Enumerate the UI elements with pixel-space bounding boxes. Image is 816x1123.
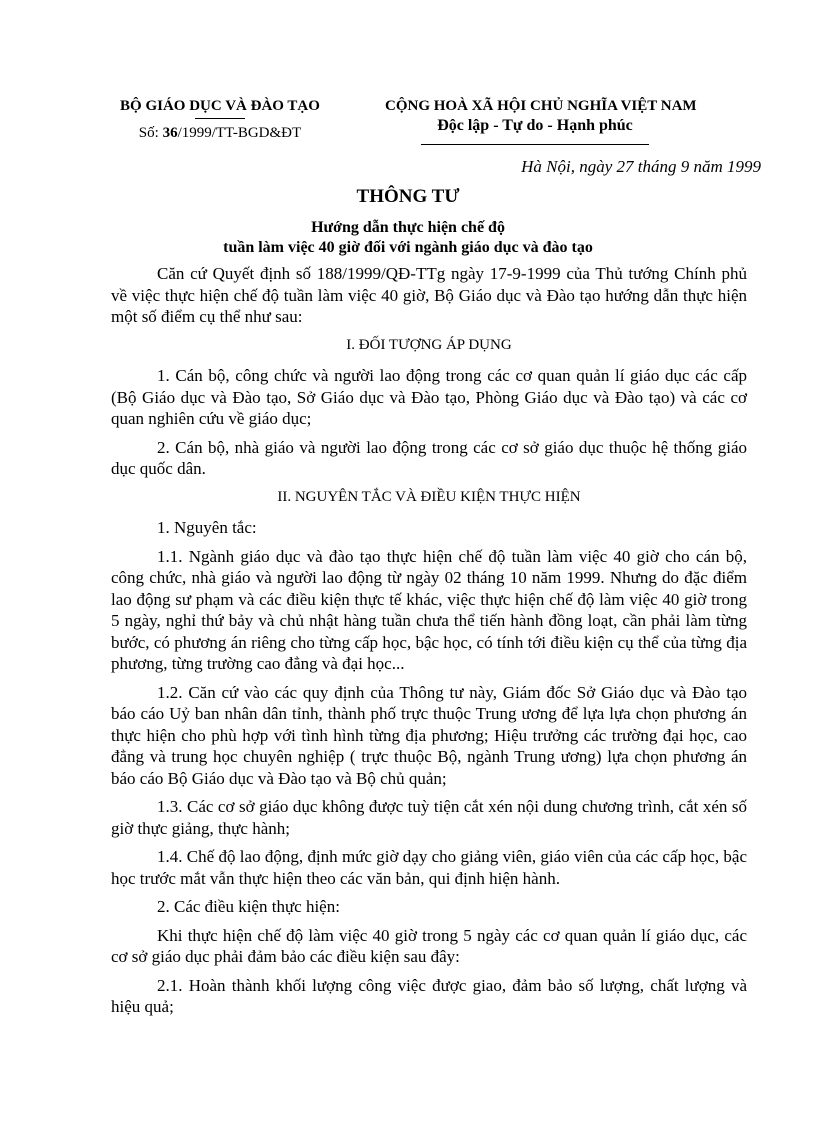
paragraph: 2.1. Hoàn thành khối lượng công việc được giao, đảm bảo số lượng, chất lượng và hiệu quả; bbox=[111, 975, 747, 1016]
issue-date: Hà Nội, ngày 27 tháng 9 năm 1999 bbox=[521, 157, 761, 176]
subtitle-line: tuần làm việc 40 giờ đối với ngành giáo dục và đào tạo bbox=[223, 239, 593, 256]
paragraph: 1.4. Chế độ lao động, định mức giờ dạy cho giảng viên, giáo viên của các cấp học, bậc học trước mắt vẫn thực hiện theo các văn bản, qui định hiện hành. bbox=[111, 847, 747, 888]
motto-underline bbox=[421, 144, 649, 145]
national-motto: Độc lập - Tự do - Hạnh phúc bbox=[437, 117, 633, 134]
paragraph: 1.1. Ngành giáo dục và đào tạo thực hiện chế độ tuần làm việc 40 giờ cho cán bộ, công chức, nhà giáo và người lao động từ ngày 02 tháng 10 năm 1999. Nhưng do đặc điểm lao động sư phạm và các điều kiện thực tế khác, việc thực hiện chế độ làm việc 40 giờ trong 5 ngày, nghỉ thứ bảy và chủ nhật hàng tuần chưa thể tiến hành đồng loạt, cần phải làm từng bước, có phương án riêng cho từng cấp học, bậc học, có tính tới điều kiện cụ thể của từng địa phương, từng trường cao đẳng và đại học... bbox=[111, 546, 747, 673]
national-header bbox=[385, 96, 697, 145]
document-body bbox=[111, 263, 747, 1025]
ministry-block bbox=[100, 96, 340, 143]
ministry-name: BỘ GIÁO DỤC VÀ ĐÀO TẠO bbox=[120, 98, 320, 114]
paragraph: 1.2. Căn cứ vào các quy định của Thông tư này, Giám đốc Sở Giáo dục và Đào tạo báo cáo Uỷ ban nhân dân tỉnh, thành phố trực thuộc Trung ương để lựa lựa chọn phương án thực hiện cho phù hợp với tình hình từng địa phương; Hiệu trưởng các trường đại học, cao đẳng và trung học chuyên nghiệp ( trực thuộc Bộ, ngành Trung ương) lựa chọn phương án báo cáo Bộ Giáo dục và Đào tạo và Bộ chủ quản; bbox=[111, 682, 747, 788]
country-name: CỘNG HOÀ XÃ HỘI CHỦ NGHĨA VIỆT NAM bbox=[385, 98, 697, 114]
section-heading: I. ĐỐI TƯỢNG ÁP DỤNG bbox=[346, 336, 512, 353]
subtitle-line: Hướng dẫn thực hiện chế độ bbox=[311, 219, 505, 236]
paragraph: Khi thực hiện chế độ làm việc 40 giờ trong 5 ngày các cơ quan quản lí giáo dục, các cơ sở giáo dục phải đảm bảo các điều kiện sau đây: bbox=[111, 925, 747, 966]
ministry-underline bbox=[195, 118, 245, 119]
document-number: Số: 36/1999/TT-BGD&ĐT bbox=[138, 125, 302, 141]
paragraph: 2. Các điều kiện thực hiện: bbox=[157, 897, 340, 916]
section-heading: II. NGUYÊN TẮC VÀ ĐIỀU KIỆN THỰC HIỆN bbox=[277, 488, 581, 505]
paragraph: 1.3. Các cơ sở giáo dục không được tuỳ tiện cắt xén nội dung chương trình, cắt xén số giờ thực giảng, thực hành; bbox=[111, 797, 747, 838]
paragraph: 1. Nguyên tắc: bbox=[157, 518, 257, 537]
paragraph: 1. Cán bộ, công chức và người lao động trong các cơ quan quản lí giáo dục các cấp (Bộ Giáo dục và Đào tạo, Sở Giáo dục và Đào tạo, Phòng Giáo dục và Đào tạo) và các cơ quan nghiên cứu về giáo dục; bbox=[111, 366, 747, 428]
paragraph-preamble: Căn cứ Quyết định số 188/1999/QĐ-TTg ngày 17-9-1999 của Thủ tướng Chính phủ về việc thực hiện chế độ tuần làm việc 40 giờ, Bộ Giáo dục và Đào tạo hướng dẫn thực hiện một số điểm cụ thể như sau: bbox=[111, 264, 747, 326]
paragraph: 2. Cán bộ, nhà giáo và người lao động trong các cơ sở giáo dục thuộc hệ thống giáo dục quốc dân. bbox=[111, 437, 747, 478]
document-subtitle bbox=[0, 218, 816, 258]
document-title: THÔNG TƯ bbox=[356, 186, 460, 207]
